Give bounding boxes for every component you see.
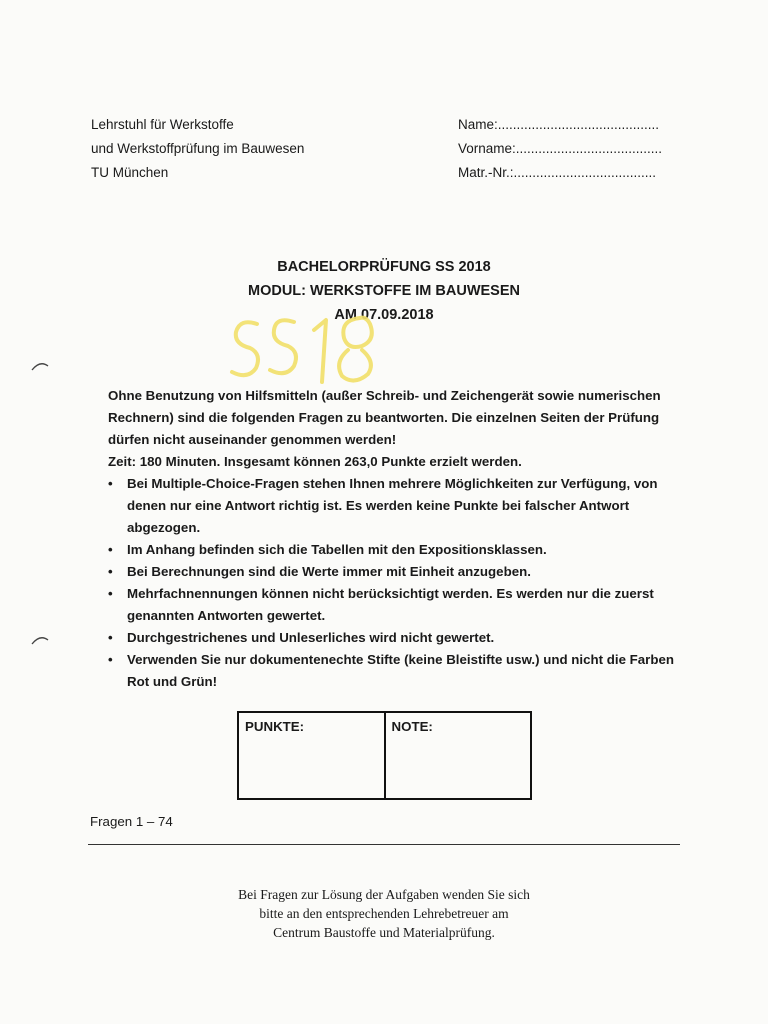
institution-block [91, 113, 304, 185]
list-item-text: Durchgestrichenes und Unleserliches wird nicht gewertet. [127, 630, 495, 645]
grade-label: NOTE: [391, 719, 433, 734]
list-item [108, 649, 683, 693]
bullet-icon: • [108, 652, 113, 667]
scan-mark [30, 634, 50, 646]
institution-line: und Werkstoffprüfung im Bauwesen [91, 141, 305, 156]
list-item-text: Mehrfachnennungen können nicht berücksichtigt werden. Es werden nur die zuerst genannten Antworten gewertet. [127, 586, 654, 623]
instructions-list [108, 473, 683, 693]
bullet-icon: • [108, 630, 113, 645]
points-cell[interactable] [239, 713, 384, 798]
points-label: PUNKTE: [245, 719, 305, 734]
exam-module-line: MODUL: WERKSTOFFE IM BAUWESEN [248, 283, 520, 299]
list-item-text: Bei Berechnungen sind die Werte immer mit Einheit anzugeben. [127, 564, 531, 579]
score-table [237, 711, 532, 800]
scan-mark [30, 360, 50, 372]
bullet-icon: • [108, 586, 113, 601]
contact-line: Centrum Baustoffe und Materialprüfung. [273, 925, 495, 940]
instructions-time: Zeit: 180 Minuten. Insgesamt können 263,0 Punkte erzielt werden. [108, 454, 522, 469]
list-item [108, 539, 683, 561]
handwritten-note [222, 310, 392, 390]
list-item-text: Im Anhang befinden sich die Tabellen mit den Expositionsklassen. [127, 542, 547, 557]
institution-line: Lehrstuhl für Werkstoffe [91, 117, 234, 132]
institution-line: TU München [91, 165, 169, 180]
bullet-icon: • [108, 564, 113, 579]
list-item [108, 583, 683, 627]
contact-line: bitte an den entsprechenden Lehrebetreuer am [259, 906, 509, 921]
divider [88, 844, 680, 845]
name-field[interactable]: Name:........................................... [458, 117, 660, 132]
contact-line: Bei Fragen zur Lösung der Aufgaben wenden Sie sich [238, 887, 530, 902]
student-fields [458, 113, 678, 185]
contact-note [0, 885, 768, 942]
exam-title-line: BACHELORPRÜFUNG SS 2018 [277, 259, 491, 275]
bullet-icon: • [108, 476, 113, 491]
bullet-icon: • [108, 542, 113, 557]
first-name-field[interactable]: Vorname:....................................... [458, 141, 663, 156]
grade-cell[interactable] [384, 713, 531, 798]
instructions-intro: Ohne Benutzung von Hilfsmitteln (außer Schreib- und Zeichengerät sowie numerischen Rechnern) sind die folgenden Fragen zu beantworten. Die einzelnen Seiten der Prüfung dürfen nicht auseinander genommen werden! [108, 388, 661, 447]
matriculation-number-field[interactable]: Matr.-Nr.:...................................... [458, 165, 657, 180]
instructions [108, 385, 683, 693]
questions-range: Fragen 1 – 74 [90, 814, 173, 829]
list-item [108, 561, 683, 583]
exam-date-line: AM 07.09.2018 [334, 307, 434, 323]
list-item-text: Verwenden Sie nur dokumentenechte Stifte (keine Bleistifte usw.) und nicht die Farben Rot und Grün! [127, 652, 674, 689]
list-item [108, 473, 683, 539]
list-item [108, 627, 683, 649]
list-item-text: Bei Multiple-Choice-Fragen stehen Ihnen mehrere Möglichkeiten zur Verfügung, von denen nur eine Antwort richtig ist. Es werden keine Punkte bei falscher Antwort abgezogen. [127, 476, 658, 535]
